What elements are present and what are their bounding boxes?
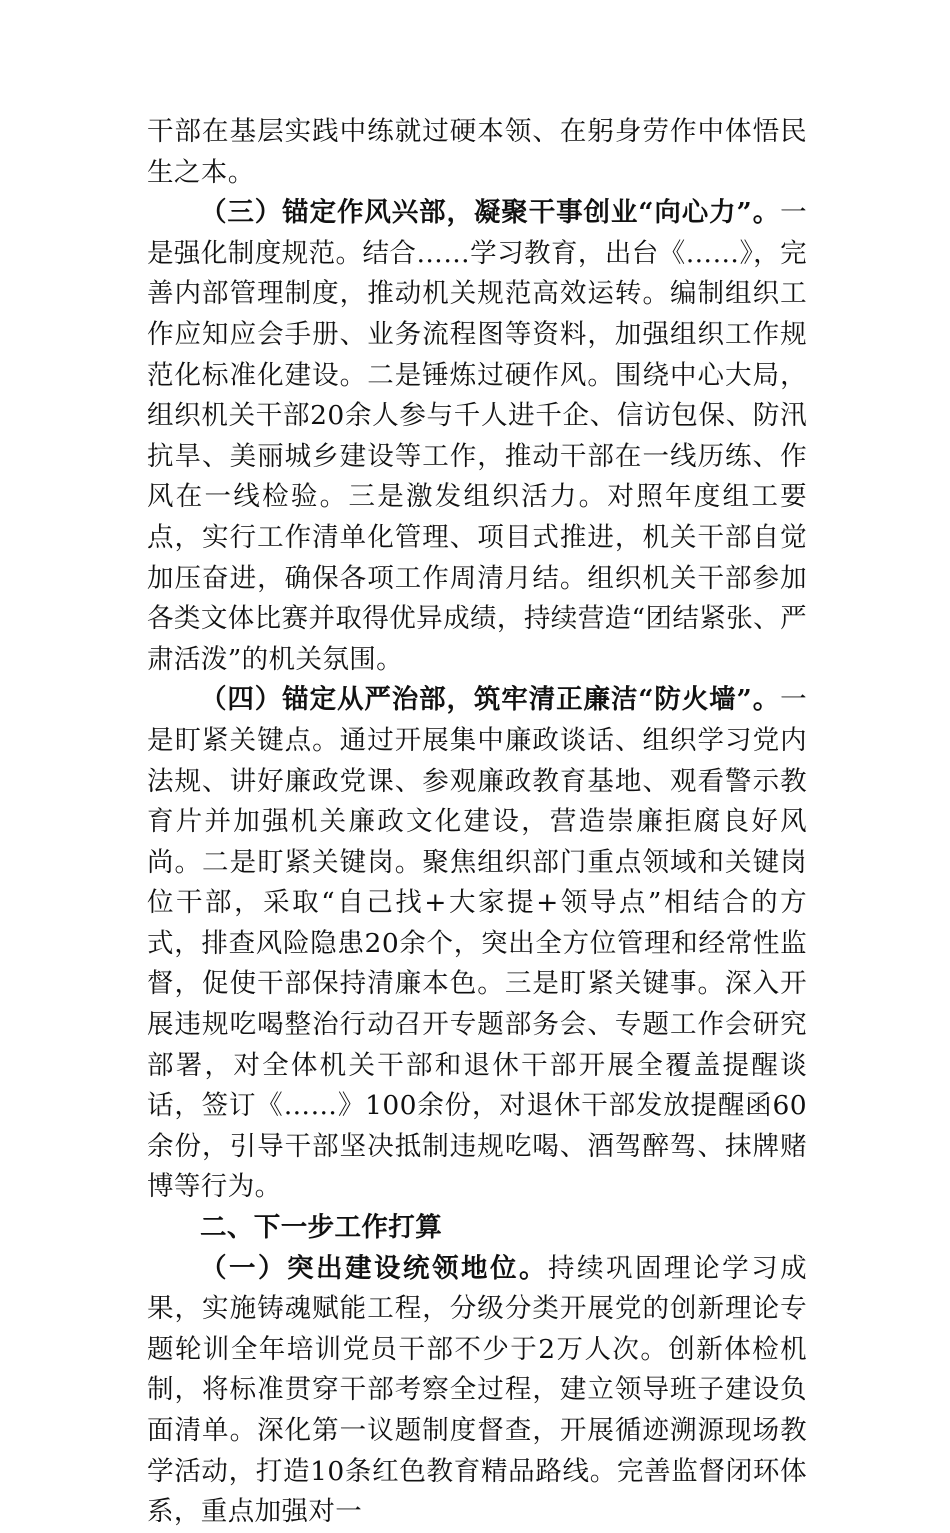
paragraph-text: 干部在基层实践中练就过硬本领、在躬身劳作中体悟民生之本。 [147,116,807,188]
paragraph-text: 持续巩固理论学习成果，实施铸魂赋能工程，分级分类开展党的创新理论专题轮训全年培训党员干部不少于2万人次。创新体检机制，将标准贯穿干部考察全过程，建立领导班子建设负面清单。深化第一议题制度督查，开展循迹溯源现场教学活动，打造10条红色教育精品路线。完善监督闭环体系，重点加强对一 [147,1252,807,1528]
paragraph-lead: （一）突出建设统领地位。 [200,1252,549,1284]
section-heading: 二、下一步工作打算 [200,1212,443,1244]
paragraph-text: 一是盯紧关键点。通过开展集中廉政谈话、组织学习党内法规、讲好廉政党课、参观廉政教育基地、观看警示教育片并加强机关廉政文化建设，营造崇廉拒腐良好风尚。二是盯紧关键岗。聚焦组织部门重点领域和关键岗位干部，采取“自己找+大家提+领导点”相结合的方式，排查风险隐患20余个，突出全方位管理和经常性监督，促使干部保持清廉本色。三是盯紧关键事。深入开展违规吃喝整治行动召开专题部务会、专题工作会研究部署，对全体机关干部和退休干部开展全覆盖提醒谈话，签订《……》100余份，对退休干部发放提醒函60余份，引导干部坚决抵制违规吃喝、酒驾醉驾、抹牌赌博等行为。 [147,684,807,1203]
paragraph-next-step-1 [147,1249,807,1533]
paragraph-section-4 [147,680,807,1208]
paragraph-text: 一是强化制度规范。结合……学习教育，出台《……》，完善内部管理制度，推动机关规范高效运转。编制组织工作应知应会手册、业务流程图等资料，加强组织工作规范化标准化建设。二是锤炼过硬作风。围绕中心大局，组织机关干部20余人参与千人进千企、信访包保、防汛抗旱、美丽城乡建设等工作，推动干部在一线历练、作风在一线检验。三是激发组织活力。对照年度组工要点，实行工作清单化管理、项目式推进，机关干部自觉加压奋进，确保各项工作周清月结。组织机关干部参加各类文体比赛并取得优异成绩，持续营造“团结紧张、严肃活泼”的机关氛围。 [147,197,807,675]
paragraph-lead: （三）锚定作风兴部，凝聚干事创业“向心力”。 [200,197,781,229]
document-body [147,112,807,1533]
paragraph-section-3 [147,193,807,680]
paragraph-lead: （四）锚定从严治部，筑牢清正廉洁“防火墙”。 [200,684,781,716]
paragraph-continuation [147,112,807,193]
